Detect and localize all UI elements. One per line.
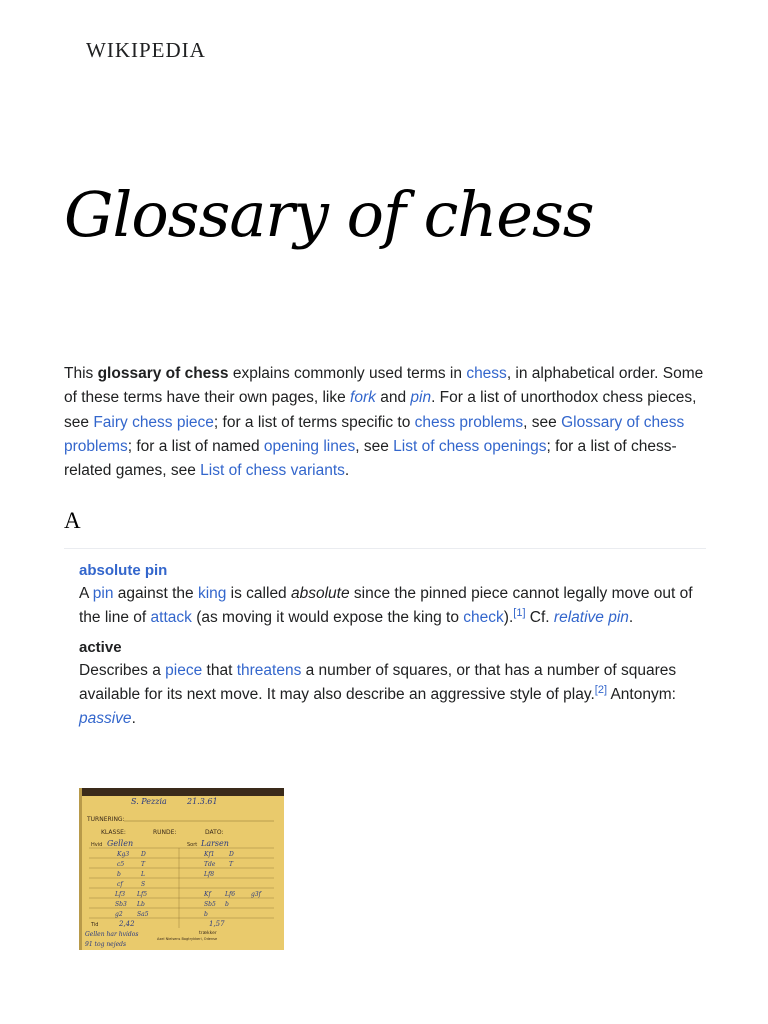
intro-text: , in alphabetical order. Some of these terms have their own pages, like — [64, 365, 704, 407]
link-attack[interactable]: attack — [150, 609, 192, 627]
link-fairy-chess-piece[interactable]: Fairy chess piece — [93, 413, 214, 431]
link-pin[interactable]: pin — [410, 389, 432, 407]
svg-text:Sb5: Sb5 — [204, 901, 216, 908]
intro-text: , see — [355, 437, 394, 455]
svg-text:Tde: Tde — [204, 861, 216, 868]
link-check[interactable]: check — [463, 609, 504, 627]
def-text: against the — [113, 585, 198, 602]
svg-text:S: S — [141, 881, 146, 888]
scoresheet-klasse: KLASSE: — [101, 829, 126, 836]
def-text: since the pinned piece cannot legally move out of the line of — [79, 585, 693, 627]
definition-active — [79, 659, 704, 732]
link-list-chess-variants[interactable]: List of chess variants — [200, 462, 345, 480]
section-heading-a[interactable]: A — [64, 508, 81, 533]
intro-text: explains commonly used terms in — [228, 365, 467, 382]
def-text: Antonym: — [607, 685, 676, 703]
scoresheet-tid: Tid — [91, 922, 99, 928]
intro-text: ; for a list of named — [127, 437, 264, 455]
svg-text:Lf8: Lf8 — [204, 871, 215, 878]
intro-text: , see — [523, 413, 562, 431]
svg-text:D: D — [141, 851, 146, 858]
def-text: Describes a — [79, 661, 166, 679]
scoresheet-drawing — [79, 788, 284, 950]
def-text: (as moving it would expose the king to — [191, 609, 464, 627]
link-pin[interactable]: pin — [92, 585, 114, 602]
svg-text:g3f: g3f — [251, 891, 261, 898]
svg-text:Sb3: Sb3 — [115, 901, 127, 908]
scoresheet-dato: DATO: — [205, 829, 224, 836]
def-text: Cf. — [525, 609, 554, 627]
scoresheet-note-1: Gellen har hvidos — [85, 931, 139, 938]
def-text: A — [79, 585, 93, 602]
scoresheet-hvid: Hvid — [91, 842, 103, 848]
svg-text:Lf5: Lf5 — [137, 891, 148, 898]
svg-text:b: b — [225, 901, 229, 908]
scoresheet-date: 21.3.61 — [187, 797, 218, 806]
svg-text:T: T — [229, 861, 234, 868]
link-relative-pin[interactable]: relative pin — [553, 609, 629, 627]
link-chess[interactable]: chess — [466, 365, 507, 382]
scoresheet-name: S. Pezzia — [131, 797, 167, 806]
link-threatens[interactable]: threatens — [236, 661, 302, 679]
intro-text: ; for a list of terms specific to — [213, 413, 415, 431]
svg-text:cf: cf — [117, 881, 123, 888]
svg-text:T: T — [141, 861, 146, 868]
def-text: that — [202, 661, 237, 679]
reference-1[interactable]: [1] — [513, 607, 526, 620]
link-glossary-chess-problems[interactable]: Glossary of chess problems — [64, 413, 685, 455]
link-passive[interactable]: passive — [79, 710, 132, 728]
svg-text:b: b — [117, 871, 121, 878]
def-text: . — [628, 609, 634, 627]
term-absolute-pin[interactable]: absolute pin — [79, 562, 168, 579]
scoresheet-runde: RUNDE: — [153, 829, 177, 836]
intro-paragraph — [64, 362, 704, 483]
svg-text:b: b — [204, 911, 208, 918]
section-divider — [64, 548, 706, 549]
scoresheet-turnering: TURNERING: — [87, 816, 125, 823]
definition-absolute-pin — [79, 582, 704, 631]
svg-text:Lf3: Lf3 — [115, 891, 126, 898]
reference-2[interactable]: [2] — [594, 683, 607, 696]
scoresheet-trakker: trækker — [199, 931, 217, 936]
scoresheet-tid-left: 2,42 — [119, 920, 135, 928]
glossary-list — [79, 560, 704, 737]
scoresheet-tid-right: 1,57 — [209, 920, 225, 928]
def-text: is called — [226, 585, 291, 602]
intro-text: This — [64, 365, 98, 382]
intro-text: . — [344, 462, 350, 480]
term-active: active — [79, 638, 122, 656]
def-text: . — [131, 710, 136, 728]
svg-text:g2: g2 — [115, 911, 123, 918]
svg-text:c5: c5 — [117, 861, 125, 868]
scoresheet-printer: Axel Nielsens Bogtrykkeri, Odense — [157, 937, 218, 941]
link-chess-problems[interactable]: chess problems — [414, 413, 524, 431]
intro-text: . For a list of unorthodox chess pieces, see — [64, 389, 697, 431]
intro-bold-term: glossary of chess — [97, 365, 229, 382]
link-fork[interactable]: fork — [350, 389, 376, 407]
link-king[interactable]: king — [197, 585, 227, 602]
def-text: ). — [503, 609, 514, 627]
def-text: a number of squares, or that has a number of squares available for its next move. It may also describe an aggressive style of play. — [79, 661, 677, 703]
link-piece[interactable]: piece — [165, 661, 203, 679]
scoresheet-note-2: 91 tog nejeds — [85, 941, 127, 948]
def-italic: absolute — [291, 585, 350, 602]
intro-text: ; for a list of chess-related games, see — [64, 437, 677, 480]
wikipedia-logo[interactable]: WIKIPEDIA — [86, 38, 206, 62]
svg-text:Kg3: Kg3 — [117, 851, 130, 858]
svg-text:Kf: Kf — [204, 891, 211, 898]
scoresheet-sort-name: Larsen — [201, 839, 229, 848]
svg-text:Sa5: Sa5 — [137, 911, 149, 918]
scoresheet-hvid-name: Gellen — [107, 839, 134, 848]
scoresheet-sort: Sort — [187, 842, 198, 848]
svg-text:Kf1: Kf1 — [204, 851, 215, 858]
svg-text:D: D — [229, 851, 234, 858]
link-opening-lines[interactable]: opening lines — [263, 437, 356, 455]
scoresheet-image[interactable] — [79, 788, 284, 950]
intro-text: and — [375, 389, 411, 407]
svg-text:Lb: Lb — [137, 901, 145, 908]
svg-text:Lf6: Lf6 — [225, 891, 236, 898]
svg-text:L: L — [141, 871, 145, 878]
page-title: Glossary of chess — [64, 178, 594, 251]
link-list-chess-openings[interactable]: List of chess openings — [393, 437, 547, 455]
